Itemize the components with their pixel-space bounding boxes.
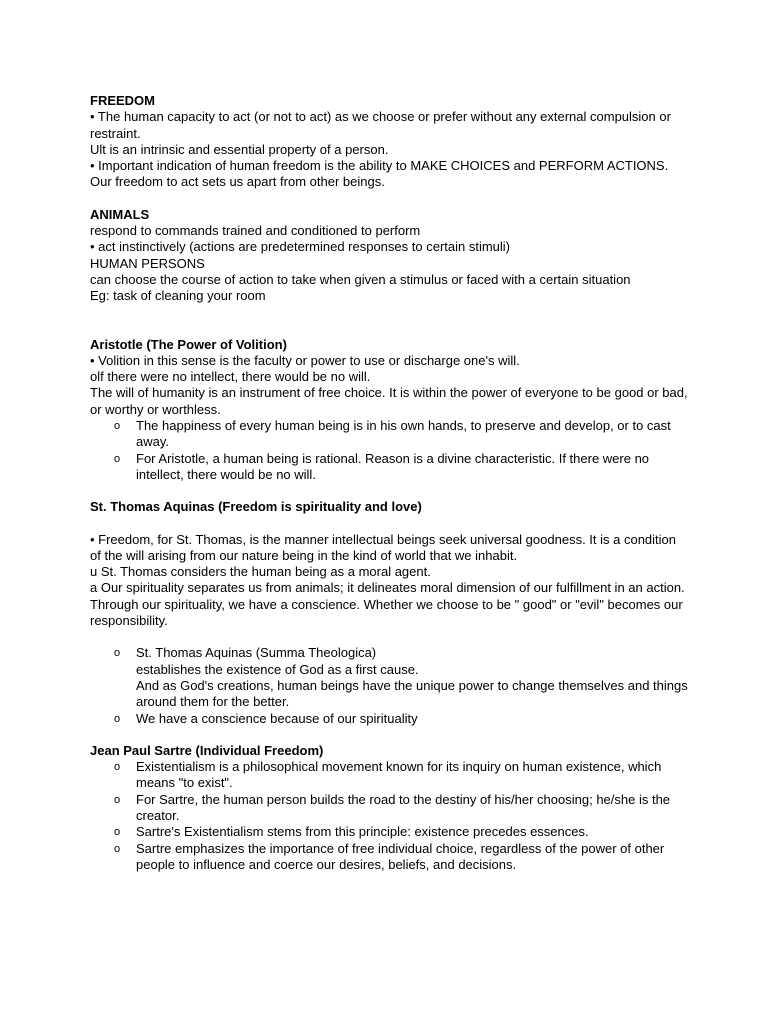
- list-item-subtext: establishes the existence of God as a first cause.: [136, 661, 419, 677]
- section-heading: St. Thomas Aquinas (Freedom is spirituality and love): [90, 499, 422, 515]
- section-heading: Aristotle (The Power of Volition): [90, 336, 287, 352]
- list-item: [90, 451, 690, 484]
- list-item: [90, 645, 690, 710]
- paragraph-line: a Our spirituality separates us from animals; it delineates moral dimension of our fulfillment in an action. Through our spirituality, we have a conscience. Whether we choose to be " good" or "evil" becomes our responsibility.: [90, 580, 685, 629]
- section-freedom: [90, 93, 690, 191]
- bullet-marker: o: [114, 761, 121, 774]
- list-item-text: For Sartre, the human person builds the road to the destiny of his/her choosing; he/she is the creator.: [136, 791, 671, 823]
- paragraph-line: • Freedom, for St. Thomas, is the manner intellectual beings seek universal goodness. It is a condition of the will arising from our nature being in the kind of world that we inhabit.: [90, 531, 677, 563]
- bullet-marker: o: [114, 842, 121, 855]
- list-item-text: Sartre's Existentialism stems from this principle: existence precedes essences.: [136, 824, 589, 840]
- paragraph-line: • act instinctively (actions are predetermined responses to certain stimuli): [90, 239, 511, 255]
- list-item: [90, 418, 690, 451]
- list-item-text: St. Thomas Aquinas (Summa Theologica): [136, 645, 377, 661]
- paragraph-line: Ult is an intrinsic and essential property of a person.: [90, 141, 389, 157]
- bullet-list: [90, 759, 690, 873]
- section-aquinas: [90, 499, 690, 727]
- section-heading: Jean Paul Sartre (Individual Freedom): [90, 742, 324, 758]
- bullet-marker: o: [114, 826, 121, 839]
- bullet-marker: o: [114, 452, 121, 465]
- list-item-subtext: And as God's creations, human beings have the unique power to change themselves and things around them for the better.: [136, 677, 688, 710]
- bullet-marker: o: [114, 712, 121, 725]
- paragraph-line: • Volition in this sense is the faculty or power to use or discharge one's will.: [90, 352, 520, 368]
- list-item: [90, 792, 690, 825]
- list-item-text: The happiness of every human being is in his own hands, to preserve and develop, or to cast away.: [136, 418, 671, 450]
- document-page: [90, 93, 690, 873]
- list-item: [90, 759, 690, 792]
- section-heading: FREEDOM: [90, 93, 155, 108]
- paragraph-line: • Important indication of human freedom is the ability to MAKE CHOICES and PERFORM ACTIONS.: [90, 158, 669, 174]
- paragraph-line: The will of humanity is an instrument of free choice. It is within the power of everyone to be good or bad, or worthy or worthless.: [90, 385, 688, 417]
- section-aristotle: [90, 337, 690, 484]
- list-item: [90, 841, 690, 874]
- list-item: [90, 711, 690, 727]
- list-item-text: We have a conscience because of our spirituality: [136, 710, 418, 726]
- section-sartre: [90, 743, 690, 873]
- bullet-list: [90, 418, 690, 483]
- bullet-list: [90, 645, 690, 726]
- paragraph-line: Eg: task of cleaning your room: [90, 288, 266, 304]
- list-item-text: Sartre emphasizes the importance of free individual choice, regardless of the power of other people to influence and coerce our desires, beliefs, and decisions.: [136, 840, 665, 872]
- list-item-text: For Aristotle, a human being is rational. Reason is a divine characteristic. If there were no intellect, there would be no will.: [136, 450, 650, 482]
- paragraph-line: can choose the course of action to take when given a stimulus or faced with a certain situation: [90, 271, 631, 287]
- list-item-text: Existentialism is a philosophical movement known for its inquiry on human existence, which means "to exist".: [136, 759, 662, 791]
- paragraph-line: olf there were no intellect, there would be no will.: [90, 369, 371, 385]
- bullet-marker: o: [114, 793, 121, 806]
- bullet-marker: o: [114, 420, 121, 433]
- section-animals: [90, 207, 690, 305]
- list-item: [90, 824, 690, 840]
- bullet-marker: o: [114, 647, 121, 660]
- paragraph-line: respond to commands trained and conditioned to perform: [90, 223, 421, 239]
- paragraph-line: • The human capacity to act (or not to act) as we choose or prefer without any external compulsion or restraint.: [90, 109, 671, 141]
- paragraph-line: u St. Thomas considers the human being as a moral agent.: [90, 564, 431, 580]
- section-heading: ANIMALS: [90, 206, 150, 222]
- paragraph-line: Our freedom to act sets us apart from other beings.: [90, 174, 385, 190]
- paragraph-line: HUMAN PERSONS: [90, 255, 205, 271]
